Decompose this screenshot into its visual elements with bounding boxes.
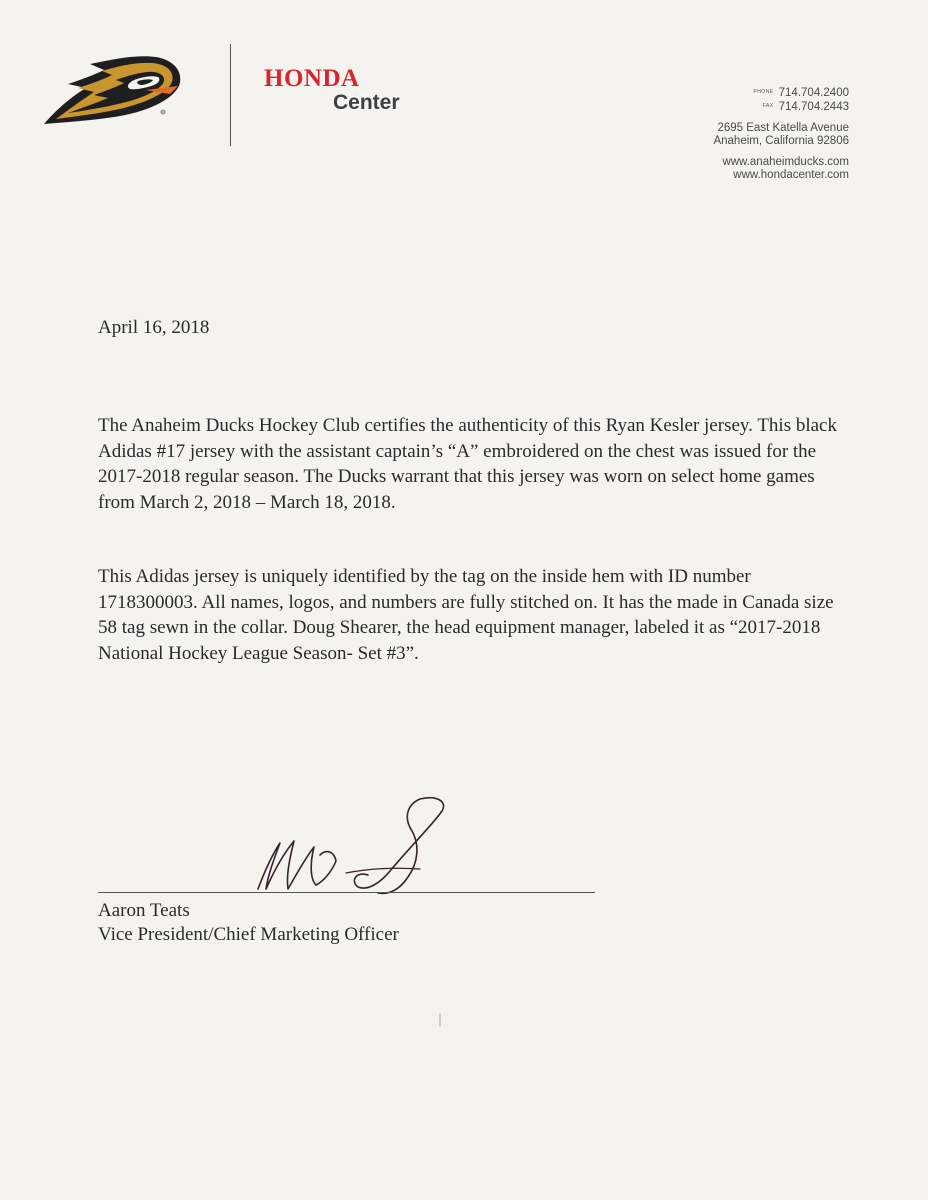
- website-ducks: www.anaheimducks.com: [722, 155, 849, 168]
- fax-number: 714.704.2443: [778, 101, 849, 114]
- letterhead-divider: [230, 44, 231, 146]
- website-honda-center: www.hondacenter.com: [733, 169, 849, 182]
- mighty-ducks-logo-icon: [38, 50, 186, 134]
- handwritten-signature-icon: [250, 793, 460, 903]
- address-line-1: 2695 East Katella Avenue: [717, 121, 849, 134]
- address-line-2: Anaheim, California 92806: [713, 135, 849, 148]
- signer-title: Vice President/Chief Marketing Officer: [98, 924, 399, 945]
- fax-line: [589, 100, 849, 114]
- center-wordmark: Center: [333, 91, 400, 114]
- phone-label: PHONE: [753, 89, 774, 95]
- paper-blemish: [439, 1013, 441, 1027]
- signer-name: Aaron Teats: [98, 900, 190, 921]
- letter-date: April 16, 2018: [98, 317, 210, 338]
- body-paragraph-2: This Adidas jersey is uniquely identified by the tag on the inside hem with ID number 1718300003. All names, logos, and numbers are fully stitched on. It has the made in Canada size 58 tag sewn in the collar. Doug Shearer, the head equipment manager, labeled it as “2017-2018 National Hockey League Season- Set #3”.: [98, 566, 834, 664]
- honda-wordmark: HONDA: [264, 65, 360, 92]
- svg-text:R: R: [162, 110, 165, 115]
- contact-block: [589, 86, 849, 183]
- phone-line: [589, 86, 849, 100]
- fax-label: FAX: [762, 103, 774, 110]
- signature-line: [98, 892, 595, 893]
- body-paragraph-1: The Anaheim Ducks Hockey Club certifies the authenticity of this Ryan Kesler jersey. This black Adidas #17 jersey with the assistant captain’s “A” embroidered on the chest was issued for the 2017-2018 regular season. The Ducks warrant that this jersey was worn on select home games from March 2, 2018 – March 18, 2018.: [98, 415, 837, 513]
- phone-number: 714.704.2400: [778, 86, 849, 99]
